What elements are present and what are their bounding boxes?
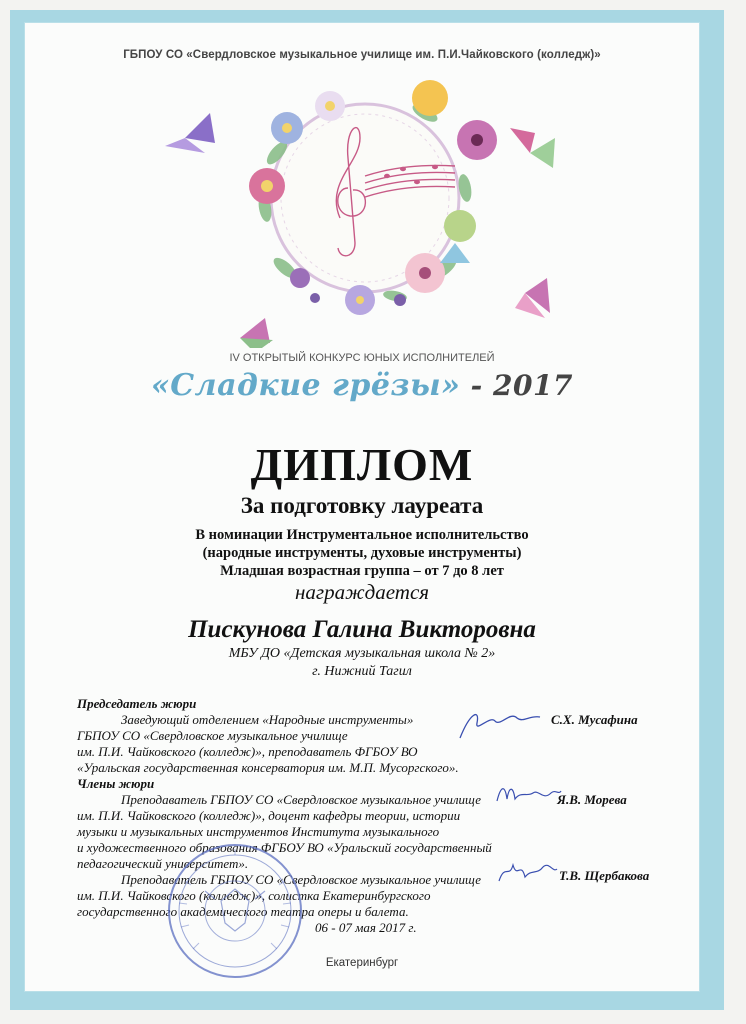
chair-autograph bbox=[455, 703, 545, 745]
issue-city: Екатеринбург bbox=[325, 957, 399, 969]
age-group: Младшая возрастная группа – от 7 до 8 лет bbox=[220, 563, 504, 579]
jury-chair-line: им. П.И. Чайковского (колледж)», преподаватель ФГБОУ ВО bbox=[77, 744, 418, 759]
jury-member1-line: Преподаватель ГБПОУ СО «Свердловское музыкальное училище bbox=[121, 792, 481, 807]
recipient-school: МБУ ДО «Детская музыкальная школа № 2» bbox=[228, 646, 496, 661]
jury-chair-line: ГБПОУ СО «Свердловское музыкальное училище bbox=[77, 728, 348, 743]
organization-header: ГБПОУ СО «Свердловское музыкальное училище им. П.И.Чайковского (колледж)» bbox=[123, 49, 601, 61]
jury-member2-line: Преподаватель ГБПОУ СО «Свердловское музыкальное училище bbox=[121, 872, 481, 887]
member1-signature-name: Я.В. Морева bbox=[557, 792, 627, 807]
member2-signature-name: Т.В. Щербакова bbox=[559, 868, 650, 883]
jury-chair-line: «Уральская государственная консерватория им. М.П. Мусоргского». bbox=[77, 760, 459, 775]
member2-autograph bbox=[495, 855, 561, 889]
jury-member1-line: педагогический университет». bbox=[77, 856, 249, 871]
jury-chair-heading: Председатель жюри bbox=[77, 696, 197, 711]
contest-name: «Сладкие грёзы» bbox=[151, 368, 461, 403]
jury-member2-line: им. П.И. Чайковского (колледж)», солистка Екатеринбургского bbox=[77, 888, 431, 903]
jury-members-heading: Члены жюри bbox=[77, 776, 155, 791]
recipient-name: Пискунова Галина Викторовна bbox=[188, 616, 536, 643]
nomination-line-2: (народные инструменты, духовые инструменты) bbox=[202, 545, 522, 561]
nomination-line-1: В номинации Инструментальное исполнительство bbox=[195, 527, 529, 543]
member1-autograph bbox=[493, 779, 563, 809]
contest-title bbox=[25, 368, 699, 403]
contest-edition: IV ОТКРЫТЫЙ КОНКУРС ЮНЫХ ИСПОЛНИТЕЛЕЙ bbox=[229, 352, 495, 364]
jury-chair-line: Заведующий отделением «Народные инструменты» bbox=[121, 712, 414, 727]
awarded-label: награждается bbox=[294, 580, 430, 604]
recipient-city: г. Нижний Тагил bbox=[312, 664, 412, 679]
contest-dates: 06 - 07 мая 2017 г. bbox=[315, 920, 417, 935]
diploma-title: ДИПЛОМ bbox=[250, 439, 474, 490]
jury-member2-line: государственного академического театра оперы и балета. bbox=[77, 904, 409, 919]
floral-wreath-emblem bbox=[155, 68, 575, 348]
chair-signature-name: С.Х. Мусафина bbox=[551, 712, 638, 727]
jury-member1-line: и художественного образования ФГБОУ ВО «Уральский государственный bbox=[77, 840, 492, 855]
jury-member1-line: музыки и музыкальных инструментов Института музыкального bbox=[77, 824, 440, 839]
contest-year: - 2017 bbox=[460, 369, 573, 402]
jury-member1-line: им. П.И. Чайковского (колледж)», доцент кафедры теории, истории bbox=[77, 808, 461, 823]
diploma-sheet bbox=[24, 22, 700, 992]
award-reason: За подготовку лауреата bbox=[240, 493, 484, 518]
